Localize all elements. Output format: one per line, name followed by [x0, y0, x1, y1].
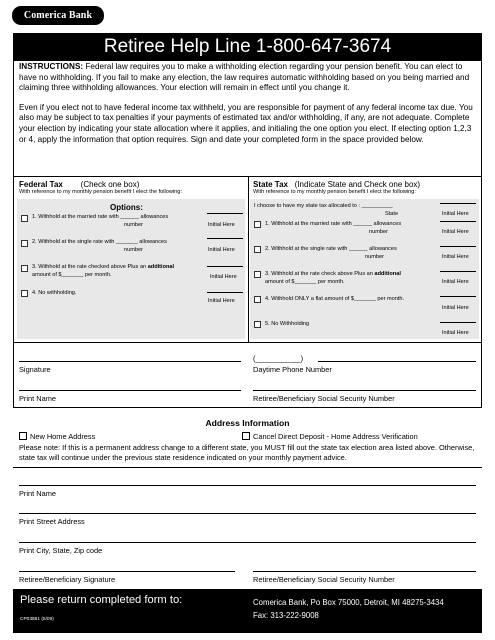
state-check-note: (Indicate State and Check one box)	[294, 180, 421, 189]
federal-option-3-text	[32, 264, 174, 279]
state-option-3-bold: additional	[374, 271, 401, 277]
fax-number: Fax: 313-222-9008	[253, 611, 319, 620]
federal-option-1-text	[32, 214, 168, 229]
state-initial-here-2: Initial Here	[442, 254, 469, 260]
federal-initial-here-1: Initial Here	[208, 222, 235, 228]
instructions-text-1: Federal law requires you to make a withholding election regarding your pension benefit. You can elect to have no withholding. If you fail to make any election, the law requires automatic withholding based on you being married and claiming three withholding allowances. Your election will remain in effect until you change it.	[19, 62, 470, 93]
street-address-label: Print Street Address	[19, 517, 85, 526]
state-initial-here-3: Initial Here	[442, 279, 469, 285]
section-divider-bottom	[13, 342, 482, 343]
ssn-label: Retiree/Beneficiary Social Security Number	[253, 394, 395, 403]
print-name-line[interactable]	[19, 390, 241, 391]
state-initial-line-0[interactable]	[440, 203, 476, 204]
federal-option-1-sub: number	[124, 221, 143, 228]
federal-option-3-checkbox[interactable]	[21, 265, 28, 272]
state-initial-here-1: Initial Here	[442, 229, 469, 235]
state-column-label: State	[385, 211, 399, 217]
state-option-1-label: 1. Withhold at the married rate with ______ allowances	[265, 221, 402, 227]
new-home-address-label: New Home Address	[30, 432, 96, 441]
beneficiary-signature-line[interactable]	[19, 571, 235, 572]
state-subtitle: With reference to my monthly pension benefit I elect the following:	[253, 189, 416, 195]
return-address: Comerica Bank, Po Box 75000, Detroit, MI 48275-3434	[253, 598, 444, 607]
address-information-title: Address Information	[205, 418, 290, 428]
state-initial-line-4[interactable]	[440, 296, 476, 297]
state-option-2-sub: number	[365, 253, 384, 260]
federal-option-2-checkbox[interactable]	[21, 240, 28, 247]
new-home-address-checkbox[interactable]	[19, 432, 27, 440]
instructions-text-2: Even if you elect not to have federal income tax withheld, you are responsible for payment of any federal income tax due. You also may be subject to tax penalties if your payments of estimated tax and/or withholding, if any, are not adequate. Complete your election by indicating your state allocation where it applies, and initialing the one option you elect. If electing option 1,2,3 or 4, apply the information that option requires. Sign and date your completed form in the space provided below.	[19, 102, 473, 144]
logo-text: Comerica Bank	[23, 10, 93, 21]
federal-option-2-text	[32, 239, 167, 254]
federal-initial-line-3[interactable]	[207, 266, 243, 267]
state-option-3-text	[265, 271, 401, 286]
state-option-5-checkbox[interactable]	[254, 321, 261, 328]
federal-tax-title: Federal Tax	[19, 180, 63, 189]
state-option-1-text	[265, 221, 401, 236]
state-initial-here-5: Initial Here	[442, 330, 469, 336]
street-address-line[interactable]	[19, 513, 476, 514]
federal-option-4-text: 4. No withholding.	[32, 290, 77, 296]
federal-tax-heading	[19, 180, 139, 189]
state-option-3-label: 3. Withhold at the rate check above Plus an	[265, 271, 373, 277]
city-state-zip-line[interactable]	[19, 542, 476, 543]
federal-initial-line-2[interactable]	[207, 238, 243, 239]
form-code: CP03881 (5/09)	[20, 617, 54, 622]
footer-bar	[13, 589, 482, 633]
state-option-2-checkbox[interactable]	[254, 246, 261, 253]
address-print-name-line[interactable]	[19, 485, 476, 486]
federal-initial-here-2: Initial Here	[208, 247, 235, 253]
print-name-label: Print Name	[19, 394, 56, 403]
phone-prefix: (___________)	[253, 354, 304, 363]
state-initial-line-2[interactable]	[440, 246, 476, 247]
ssn-line[interactable]	[253, 390, 476, 391]
phone-label: Daytime Phone Number	[253, 365, 332, 374]
return-form-text: Please return completed form to:	[20, 594, 183, 606]
state-option-4-text: 4. Withhold ONLY a flat amount of $_______ per month.	[265, 296, 405, 302]
beneficiary-signature-label: Retiree/Beneficiary Signature	[19, 575, 116, 584]
federal-initial-line-4[interactable]	[207, 292, 243, 293]
state-option-1-sub: number	[369, 228, 388, 235]
state-options-panel	[250, 199, 479, 339]
federal-check-note: (Check one box)	[80, 180, 140, 189]
phone-line[interactable]	[318, 361, 476, 362]
federal-subtitle: With reference to my monthly pension benefit I elect the following:	[19, 189, 182, 195]
federal-option-2-sub: number	[124, 246, 143, 253]
state-choose-text: I choose to have my state tax allocated to : __________	[254, 203, 393, 209]
state-option-1-checkbox[interactable]	[254, 221, 261, 228]
city-state-zip-label: Print City, State, Zip code	[19, 546, 103, 555]
federal-option-3-label: 3. Withhold at the rate checked above Plus an	[32, 264, 147, 270]
federal-option-3-sub: amount of $_______ per month.	[32, 271, 112, 278]
comerica-logo	[12, 6, 104, 25]
top-bar	[0, 0, 495, 33]
federal-initial-here-4: Initial Here	[208, 298, 235, 304]
beneficiary-ssn-line[interactable]	[253, 571, 476, 572]
address-print-name-label: Print Name	[19, 489, 56, 498]
beneficiary-ssn-label: Retiree/Beneficiary Social Security Number	[253, 575, 395, 584]
state-option-5-text: 5. No Withholding	[265, 321, 310, 327]
state-tax-heading	[253, 180, 420, 189]
address-note-divider	[13, 467, 482, 468]
column-divider	[248, 176, 249, 342]
federal-option-3-bold: additional	[147, 264, 175, 270]
instructions	[19, 62, 477, 154]
signature-label: Signature	[19, 365, 51, 374]
federal-options-title: Options:	[110, 203, 143, 212]
state-option-4-checkbox[interactable]	[254, 296, 261, 303]
federal-option-1-checkbox[interactable]	[21, 215, 28, 222]
federal-option-4-checkbox[interactable]	[21, 290, 28, 297]
federal-option-2-label: 2. Withhold at the single rate with _______ allowances	[32, 239, 167, 245]
state-initial-here-0: Initial Here	[442, 211, 469, 217]
state-option-3-sub: amount of $_______ per month.	[265, 278, 345, 285]
federal-initial-line-1[interactable]	[207, 213, 243, 214]
state-tax-title: State Tax	[253, 180, 288, 189]
state-initial-line-5[interactable]	[440, 322, 476, 323]
cancel-direct-deposit-checkbox[interactable]	[242, 432, 250, 440]
state-initial-here-4: Initial Here	[442, 305, 469, 311]
federal-option-1-label: 1. Withhold at the married rate with ______ allowances	[32, 214, 169, 220]
state-option-2-text	[265, 246, 397, 261]
state-initial-line-3[interactable]	[440, 271, 476, 272]
instructions-label: INSTRUCTIONS:	[19, 62, 84, 71]
state-option-2-label: 2. Withhold at the single rate with ______ allowances	[265, 246, 397, 252]
page-title: Retiree Help Line 1-800-647-3674	[13, 33, 482, 60]
state-initial-line-1[interactable]	[440, 221, 476, 222]
state-option-3-checkbox[interactable]	[254, 271, 261, 278]
cancel-direct-deposit-label: Cancel Direct Deposit - Home Address Verification	[253, 432, 418, 441]
federal-initial-here-3: Initial Here	[210, 274, 237, 280]
address-note: Please note: If this is a permanent address change to a different state, you MUST fill out the state tax election area listed above. Otherwise, state tax will continue under the previous state residence indicated on your monthly payment advice.	[19, 443, 475, 463]
signature-line[interactable]	[19, 361, 241, 362]
